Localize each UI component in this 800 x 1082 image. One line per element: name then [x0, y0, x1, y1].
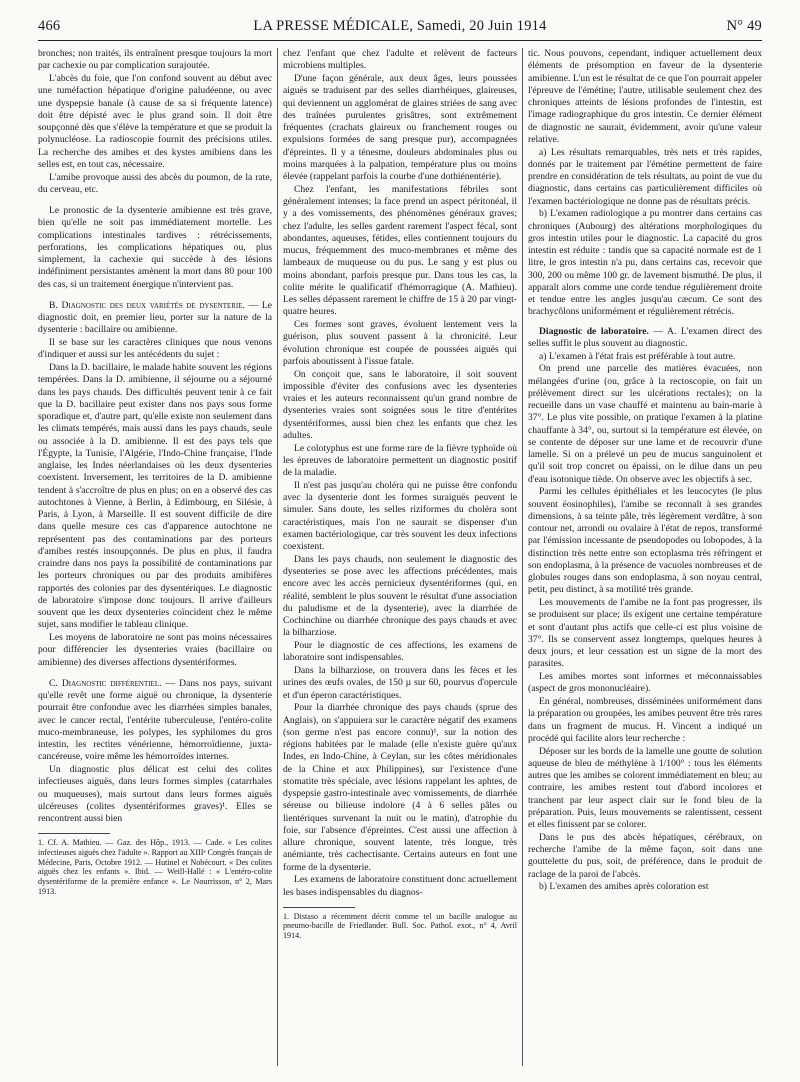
- text-column-middle: [283, 48, 517, 1070]
- paragraph: Les examens de laboratoire constituent donc actuellement les bases indispensables du diagnos-: [283, 874, 517, 898]
- paragraph: Les amibes mortes sont informes et méconnaissables (aspect de gros mononucléaire).: [528, 671, 762, 695]
- issue-number: N° 49: [726, 18, 762, 34]
- column-rule-left: [277, 48, 278, 1066]
- footnote-rule: [283, 907, 355, 908]
- paragraph: L'amibe provoque aussi des abcès du poumon, de la rate, du cerveau, etc.: [38, 171, 272, 195]
- paragraph: Un diagnostic plus délicat est celui des colites infectieuses aiguës, dans leurs formes simples (catarrhales ou muqueuses), mais surtout dans leurs formes aiguës ulcéreuses (colites dysentériformes graves)¹. Elles se rencontrent aussi bien: [38, 764, 272, 824]
- paragraph: Dans les pays chauds, non seulement le diagnostic des dysenteries se pose avec les affections précédentes, mais encore avec les accès pernicieux dysentériformes (qui, en réalité, semblent le plus souvent le résultat d'une association du paludisme et de la dysenterie), avec la diarrhée de Cochinchine ou diarrhée chronique des pays chauds et avec la bilharziose.: [283, 553, 517, 639]
- section-heading: Diagnostic de laboratoire.: [539, 325, 649, 337]
- footnote: [283, 912, 517, 941]
- text-column-left: [38, 48, 272, 1070]
- section-text: — A. L'examen direct des selles suffit le plus souvent au diagnostic.: [528, 325, 762, 349]
- paragraph: En général, nombreuses, disséminées uniformément dans la préparation ou groupées, les amibes peuvent être très rares dans un fragment de mucus. H. Vincent a indiqué un procédé qui facilite alors leur recherche :: [528, 696, 762, 744]
- paragraph: Les mouvements de l'amibe ne la font pas progresser, ils se produisent sur place; ils exigent une certaine température et sont d'autant plus actifs que celle-ci est plus voisine de 37°. Ils se conservent assez longtemps, quelques heures à deux jours, et leur cessation est un signe de la mort des parasites.: [528, 597, 762, 670]
- paragraph: b) L'examen des amibes après coloration est: [539, 881, 709, 893]
- footnote-text: 1. Distaso a récemment décrit comme tel un bacille analogue au pneumo-bacille de Friedlander. Bull. Soc. Pathol. exot., n° 4, Avril 1914.: [283, 911, 517, 941]
- text-column-right: [528, 48, 762, 1070]
- paragraph: tic. Nous pouvons, cependant, indiquer actuellement deux éléments de présomption en faveur de la dysenterie amibienne. L'un est le résultat de ce que l'on pourrait appeler l'épreuve de l'émétine; l'autre, utilisable seulement chez des chroniques atteints de lésions profondes de l'intestin, est l'image radiographique du gros intestin. Ce dernier élément de diagnostic ne saurait, évidemment, avoir qu'une valeur relative.: [528, 48, 762, 145]
- paragraph: bronches; non traités, ils entraînent presque toujours la mort par cachexie ou par complication surajoutée.: [38, 48, 272, 72]
- paragraph: Ces formes sont graves, évoluent lentement vers la guérison, plus souvent passent à la chronicité. Leur évolution chronique est coupée de poussées aiguës qui parfois aboutissent à l'issue fatale.: [283, 319, 517, 367]
- section-text: — Le diagnostic doit, en premier lieu, porter sur la nature de la dysenterie : bacillaire ou amibienne.: [38, 299, 272, 336]
- paragraph: Le colotyphus est une forme rare de la fièvre typhoïde où les épreuves de laboratoire permettent un diagnostic positif de la maladie.: [283, 442, 517, 478]
- paragraph: Déposer sur les bords de la lamelle une goutte de solution aqueuse de bleu de méthylène à 1/100° : tous les éléments autres que les amibes se colorent immédiatement en bleu; au contraire, les amibes restent tout d'abord incolores et tranchent par leur aspect clair sur le fond bleu de la préparation. Puis, leurs mouvements se ralentissent, cessent et elles finissent par se colorer.: [528, 745, 762, 830]
- section-heading: C. Diagnostic différentiel.: [49, 677, 162, 689]
- paragraph: Parmi les cellules épithéliales et les leucocytes (le plus souvent éosinophiles), l'amibe se reconnaît à ses grandes dimensions, à sa teinte pâle, très légèrement verdâtre, à son contour net, arrondi ou ovalaire à l'état de repos, transformé par l'émission incessante de pseudopodes ou lobopodes, à la distinction très nette entre son ectoplasma très réfringent et son endoplasma, à la présence de vacuoles nombreuses et de globules rouges dans son endoplasma, à son noyau central, petit, peu distinct, à sa motilité très grande.: [528, 486, 762, 596]
- section-heading: B. Diagnostic des deux variétés de dysenterie.: [49, 299, 245, 311]
- paragraph: Dans la bilharziose, on trouvera dans les fèces et les urines des œufs ovales, de 150 µ sur 60, pourvus d'opercule et d'un éperon caractéristiques.: [283, 665, 517, 701]
- section-c: [38, 678, 272, 764]
- column-rule-right: [522, 48, 523, 1066]
- footnote-text: 1. Cf. A. Mathieu. — Gaz. des Hôp., 1913. — Cade. « Les colites infectieuses aiguës chez l'adulte ». Rapport au XIIIᵉ Congrès français de Médecine, Paris, Octobre 1912. — Hutinel et Nobécourt. « Des colites aiguës chez les enfants ». Ibid. — Weill-Hallé : « L'entéro-colite dysentériforme de la première enfance ». Le Nourrisson, n° 2, Mars 1913.: [38, 838, 272, 896]
- paragraph: Les moyens de laboratoire ne sont pas moins nécessaires pour différencier les dysenteries vraies (bacillaire ou amibienne) des diverses affections dysentériformes.: [38, 632, 272, 668]
- page-number: 466: [38, 18, 61, 34]
- paragraph: Dans le pus des abcès hépatiques, cérébraux, on recherche l'amibe de la même façon, soit dans une gouttelette du pus, soit, de préférence, dans le produit de raclage de la paroi de l'abcès.: [528, 831, 762, 880]
- journal-title: LA PRESSE MÉDICALE, Samedi, 20 Juin 1914: [253, 18, 547, 34]
- paragraph: Dans la D. bacillaire, le malade habite souvent les régions tempérées. Dans la D. amibienne, il séjourne ou a séjourné dans les pays chauds. Des difficultés peuvent tenir à ce fait que la D. bacillaire peut exister dans nos pays sous forme sporadique et, d'autre part, qu'elle existe non seulement dans les climats tempérés, mais aussi dans les pays chauds, seule ou associée à la D. amibienne. Il est des pays tels que l'Égypte, la Tunisie, l'Algérie, l'Indo-Chine française, l'Inde anglaise, les Indes néerlandaises où les deux dysenteries coexistent. Inversement, les territoires de la D. amibienne tendent à s'accroître de plus en plus; on en a observé des cas autochtones à Vienne, à Berlin, à Edimbourg, en Silésie, à Paris, à Lyon, à Marseille. Il est souvent difficile de dire dans quelle mesure ces cas d'apparence autochtone ne représentent pas des contaminations par des porteurs d'amibes restés insoupçonnés. De plus en plus, il faudra craindre dans nos pays la possibilité de contaminations par les porteurs chroniques ou par des produits amibifères rapportés des colonies par des dysentériques. Le diagnostic de laboratoire s'impose donc toujours. Il arrive d'ailleurs souvent que les deux dysenteries coïncident chez le même sujet, sans modifier le tableau clinique.: [38, 362, 272, 631]
- laboratory-section: [528, 326, 762, 351]
- section-b: [38, 300, 272, 337]
- footnote: [38, 838, 272, 896]
- footnote-rule: [38, 833, 110, 834]
- paragraph: Pour le diagnostic de ces affections, les examens de laboratoire sont indispensables.: [283, 640, 517, 664]
- paragraph: b) L'examen radiologique a pu montrer dans certains cas chroniques (Aubourg) des altérations morphologiques du gros intestin utiles pour le diagnostic. La capacité du gros intestin est réduite : tandis que sa capacité normale est de 1 litre, le gros intestin n'a pu, dans certains cas, recevoir que 300, 200 ou même 100 gr. de lavement bismuthé. De plus, il apparaît alors comme une corde tendue régulièrement droite et tendue entre les angles jusqu'au cæcum. Ce sont des brachycôlons uniformément et régulièrement rétrécis.: [528, 208, 762, 318]
- paragraph: chez l'enfant que chez l'adulte et relèvent de facteurs microbiens multiples.: [283, 48, 517, 72]
- section-text: — Dans nos pays, suivant qu'elle revêt une forme aiguë ou chronique, la dysenterie pourrait être confondue avec les diarrhées simples banales, avec le cancer rectal, l'entérite tuberculeuse, l'entéro-colite muco-membraneuse, les polypes, les syphilomes du gros intestin, les rectites vénérienne, hémorroïdienne, juxta-cancéreuse, voire même les hémorroïdes internes.: [38, 677, 272, 763]
- paragraph: On prend une parcelle des matières évacuées, non mélangées d'urine (ou, grâce à la rectoscopie, on fait un prélèvement direct sur les ulcérations rectales); on la recueille dans un vase chauffé et maintenu au bain-marie à 37°. Le plus vite possible, on pratique l'examen à la platine chauffante à 34°, ou, surtout si la température est élevée, on se contente de déposer sur une lame et de recouvrir d'une lamelle. Si on a prélevé un peu de mucus sanguinolent et qu'il soit trop concret ou épaissi, on le dilue dans un peu d'eau isotonique tiède. On observe avec les objectifs à sec.: [528, 363, 762, 485]
- paragraph: L'abcès du foie, que l'on confond souvent au début avec une tuméfaction hépatique d'origine paludéenne, ou avec une dyspepsie banale (à cause de sa si fréquente latence) doit être dépisté avec le plus grand soin. Il doit être soupçonné dès que s'élève la température et que se produit la polynucléose. La radioscopie fournit des précisions utiles. La recherche des amibes et des kystes amibiens dans les selles est, en tout cas, nécessaire.: [38, 73, 272, 170]
- paragraph: a) Les résultats remarquables, très nets et très rapides, donnés par le traitement par l'émétine permettent de faire prendre en considération de tels résultats, au point de vue du diagnostic, dans certains cas particulièrement difficiles où l'examen bactériologique ne donne pas de résultats précis.: [528, 146, 762, 207]
- running-header: [38, 18, 762, 41]
- paragraph: Il se base sur les caractères cliniques que nous venons d'indiquer et aussi sur les antécédents du sujet :: [38, 337, 272, 361]
- paragraph: D'une façon générale, aux deux âges, leurs poussées aiguës se traduisent par des selles diarrhéiques, glaireuses, qui deviennent un agglomérat de glaires striées de sang avec des traînées purulentes grisâtres, sont extrêmement fréquentes (crachats glaireux ou franchement rouges ou expulsions formées de sang presque pur), accompagnées d'épreintes. Il y a ténesme, douleurs abdominales plus ou moins marquées à la palpation, température plus ou moins élevée (rappelant parfois la courbe d'une dothiénentérie).: [283, 73, 517, 182]
- paragraph: Chez l'enfant, les manifestations fébriles sont généralement intenses; la face prend un aspect péritonéal, il y a des vomissements, des phénomènes généraux graves; chez l'adulte, les selles gardent rarement l'aspect fécal, sont abondantes, aqueuses, fétides, elles contiennent toujours du mucus, fréquemment des muco-membranes et même des lambeaux de muqueuse ou du pus. Le sang y est plus ou moins abondant, parfois presque pur. Dans tous les cas, la colite mérite le qualificatif d'hémorragique (A. Mathieu). Les selles dépassent rarement le chiffre de 15 à 20 par vingt-quatre heures.: [283, 183, 517, 318]
- paragraph: Il n'est pas jusqu'au choléra qui ne puisse être confondu avec la dysenterie dont les formes suraiguës peuvent le simuler. Sans doute, les selles riziformes du choléra sont caractéristiques, mais l'on ne saurait se dispenser d'un examen bactériologique, car très souvent les deux infections coexistent.: [283, 479, 517, 552]
- paragraph: a) L'examen à l'état frais est préférable à tout autre.: [539, 350, 736, 362]
- paragraph: On conçoit que, sans le laboratoire, il soit souvent impossible d'éviter des confusions avec les dysenteries vraies et les auteurs reconnaissent qu'un grand nombre de dysenteries vraies sont soignées sous le titre d'entérites dysentériformes, aussi bien chez les enfants que chez les adultes.: [283, 368, 517, 441]
- paragraph: Pour la diarrhée chronique des pays chauds (sprue des Anglais), on s'appuiera sur le caractère négatif des examens (son germe n'est pas encore connu)¹, sur la notion des régions habitées par le malade (elle n'existe guère qu'aux Indes, en Indo-Chine, à Ceylan, sur les côtes méridionales de la Chine et aux Philippines), sur l'existence d'une stomatite très spéciale, avec lésions rappelant les aphtes, de dyspepsie gastro-intestinale avec vomissements, de diarrhée séreuse ou bilieuse indolore (4 à 6 selles pâles ou lientériques survenant la nuit ou le matin), d'atrophie du foie, sur l'absence d'épreintes. C'est aussi une affection à allure chronique, souvent latente, très longue, très anémiante, très cachectisante. Certains auteurs en font une forme de la dysenterie.: [283, 702, 517, 873]
- paragraph: Le pronostic de la dysenterie amibienne est très grave, bien qu'elle ne soit pas immédiatement mortelle. Les complications intestinales tardives : rétrécissements, perforations, les complications hépatiques ou, plus simplement, la cachexie qui succède à des lésions indéfiniment persistantes amènent la mort dans 80 pour 100 des cas, si un traitement énergique n'intervient pas.: [38, 205, 272, 290]
